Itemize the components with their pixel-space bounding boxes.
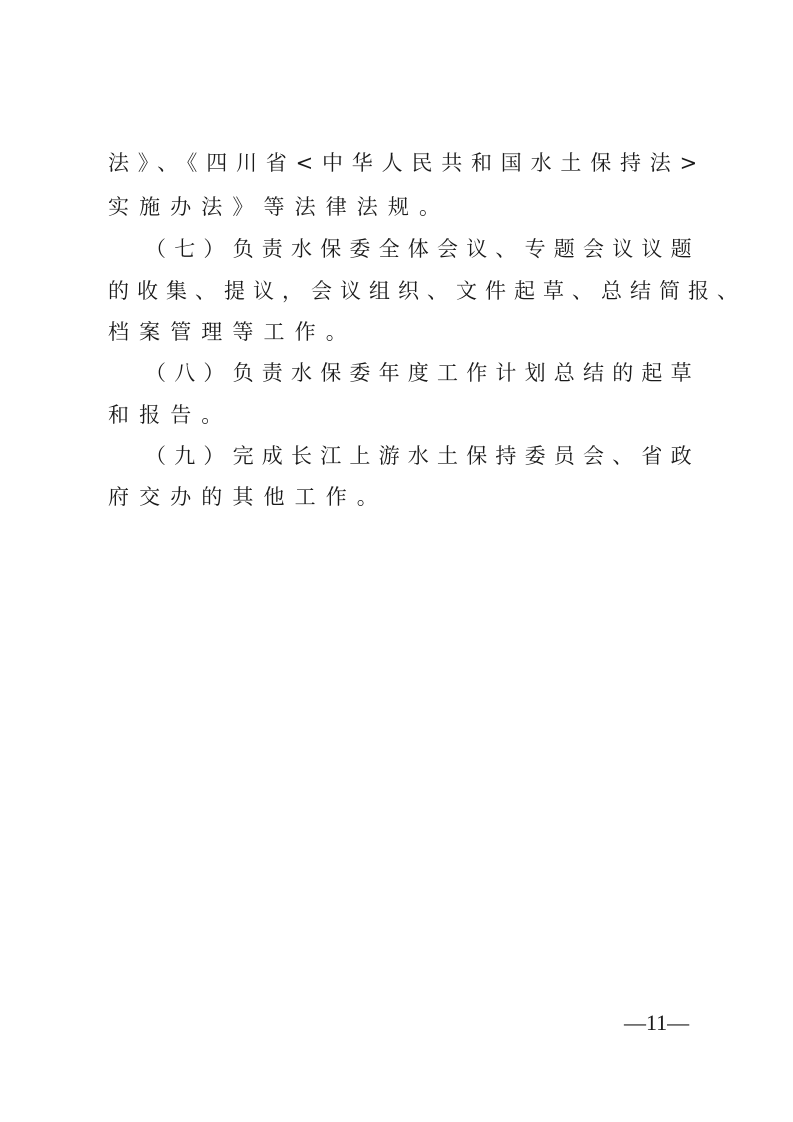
text-line: 府交办的其他工作。 [108,485,388,509]
text-line: 法》、《四川省<中华人民共和国水土保持法> [108,151,706,175]
text-line: 的收集、提议，会议组织、文件起草、总结简报、 [108,279,746,303]
text-line: 和报告。 [108,403,233,427]
text-line: 实施办法》等法律法规。 [108,195,451,219]
text-line: （八）负责水保委年度工作计划总结的起草 [145,361,700,385]
text-line: （七）负责水保委全体会议、专题会议议题 [145,237,700,261]
text-line: 档案管理等工作。 [108,320,357,344]
page-number: —11— [624,1010,690,1035]
text-line: （九）完成长江上游水土保持委员会、省政 [145,444,700,468]
